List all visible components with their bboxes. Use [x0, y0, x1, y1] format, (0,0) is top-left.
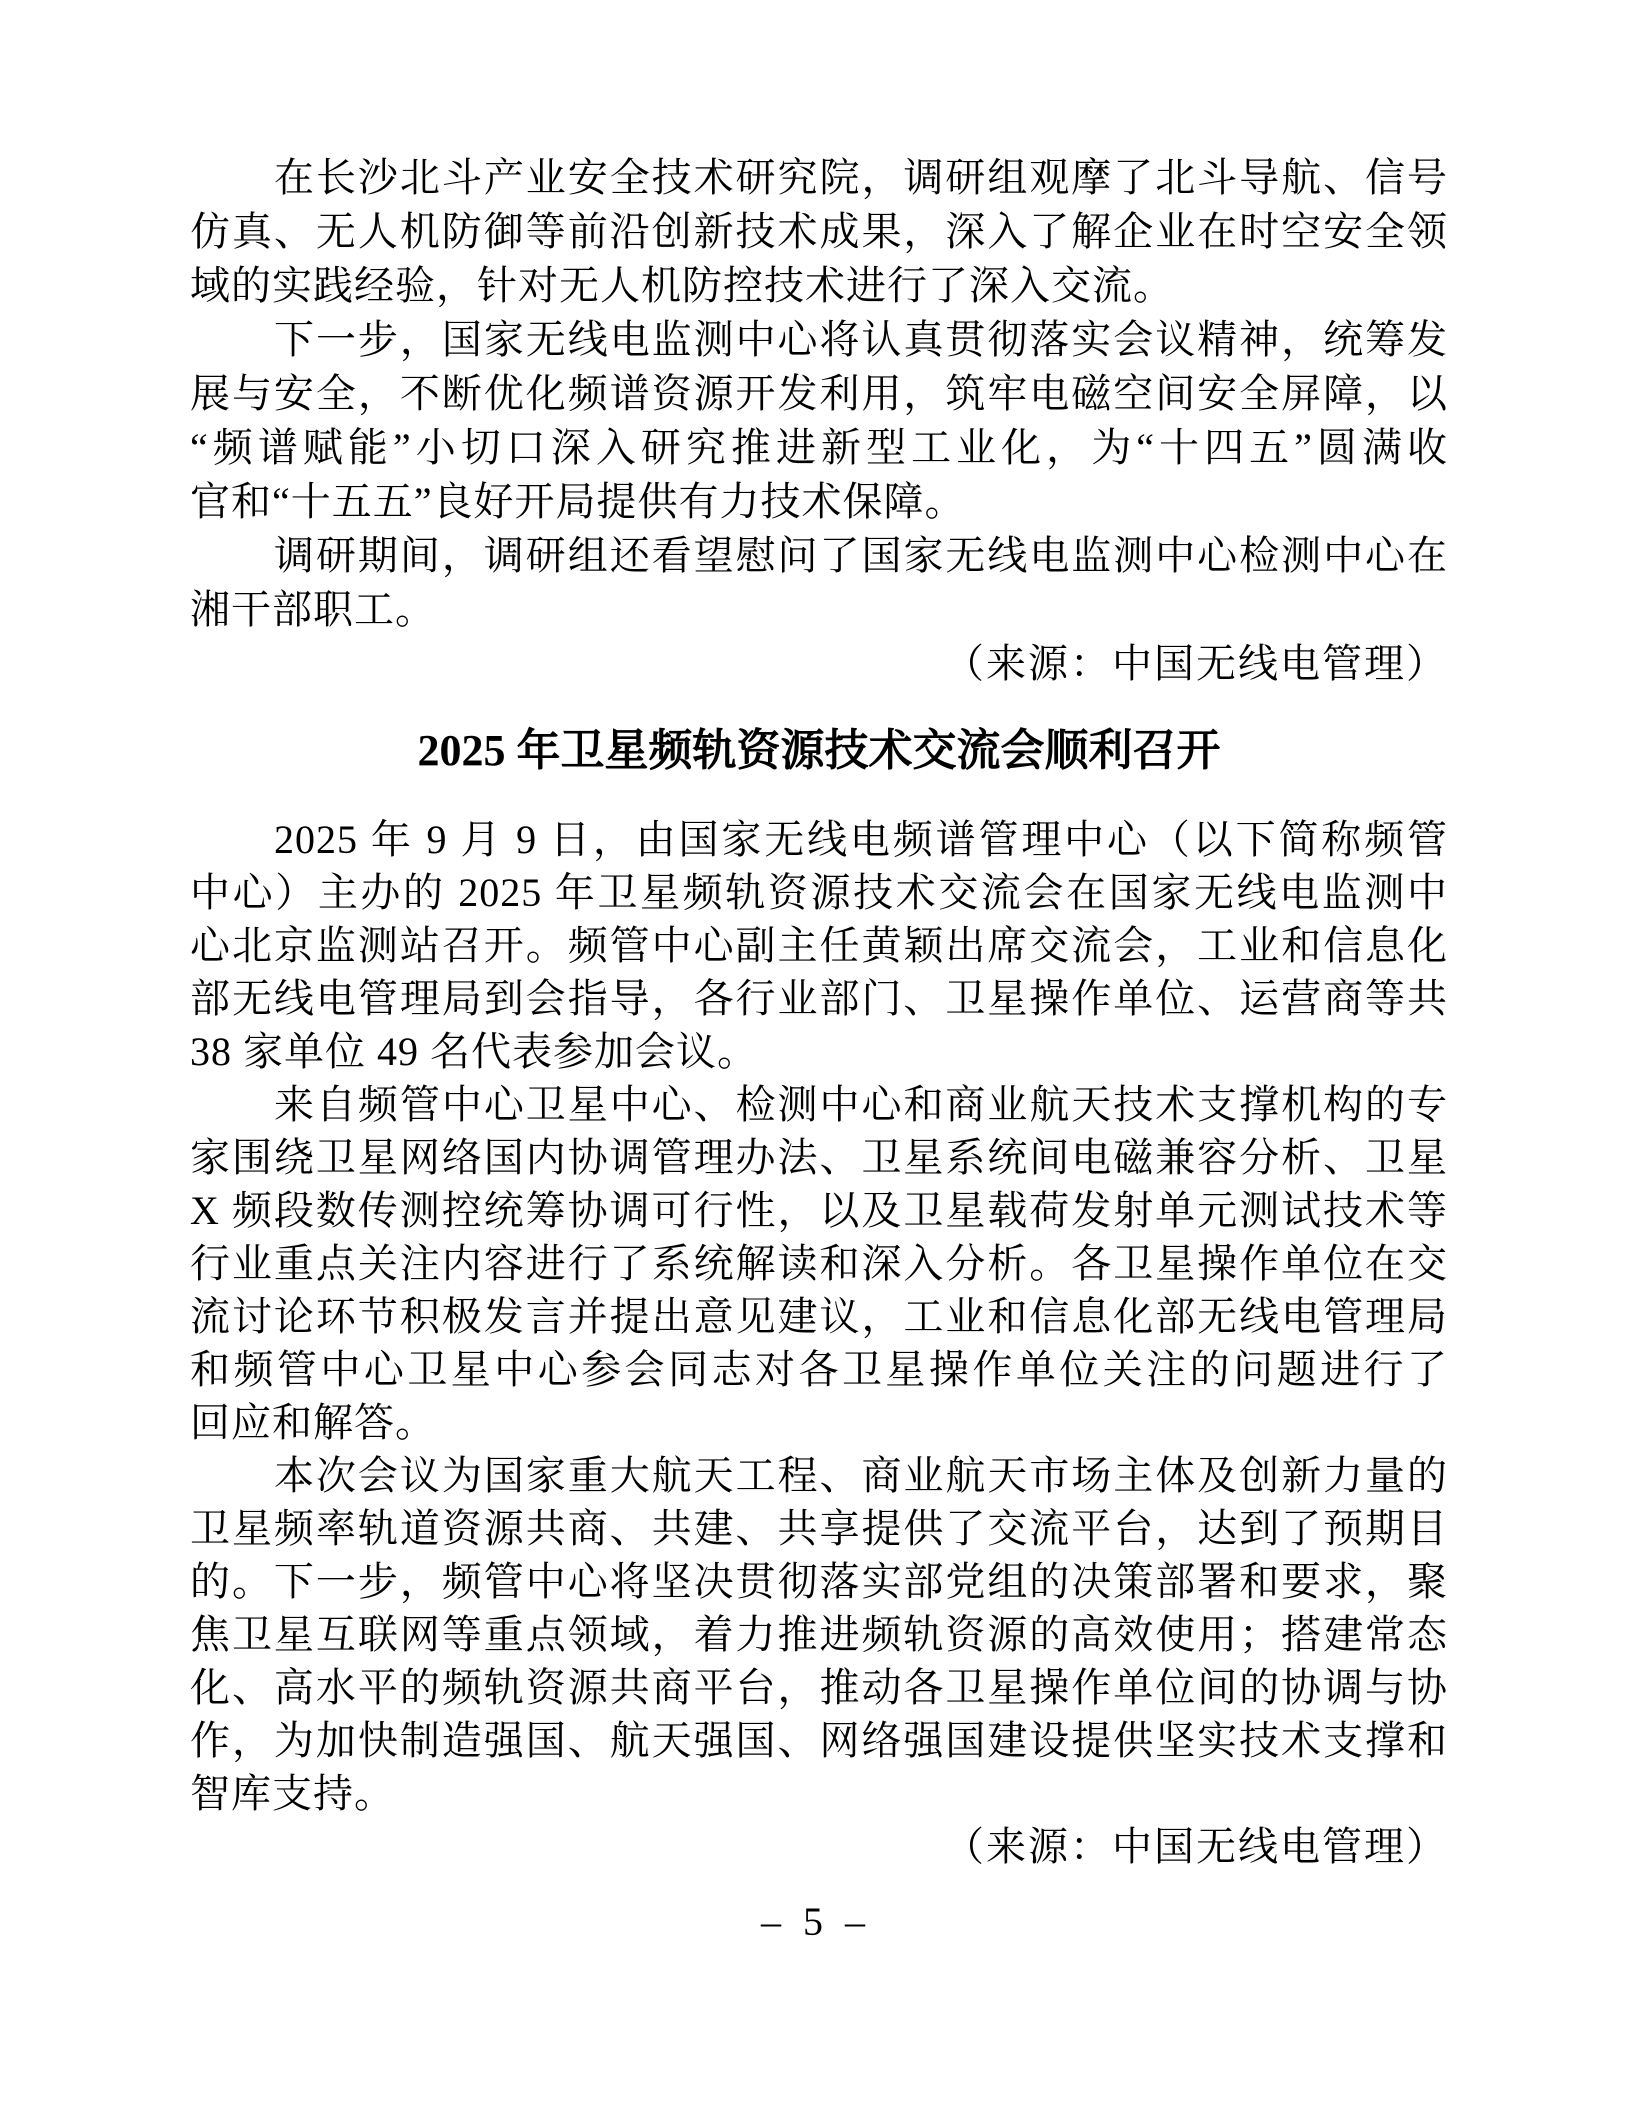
article-1-source: （来源：中国无线电管理）	[944, 641, 1448, 686]
text-line: 展与安全，不断优化频谱资源开发利用，筑牢电磁空间安全屏障，以	[190, 371, 1448, 416]
text-line: 流讨论环节积极发言并提出意见建议，工业和信息化部无线电管理局	[190, 1294, 1448, 1339]
text-line: 38 家单位 49 名代表参加会议。	[190, 1029, 758, 1074]
text-line: 和频管中心卫星中心参会同志对各卫星操作单位关注的问题进行了	[190, 1347, 1448, 1392]
text-line: 仿真、无人机防御等前沿创新技术成果，深入了解企业在时空安全领	[190, 209, 1448, 254]
text-line: 官和“十五五”良好开局提供有力技术保障。	[190, 479, 966, 524]
article-2-source: （来源：中国无线电管理）	[944, 1824, 1448, 1869]
page-number: – 5 –	[761, 1899, 871, 1944]
text-line: 的。下一步，频管中心将坚决贯彻落实部党组的决策部署和要求，聚	[190, 1559, 1448, 1604]
text-line: X 频段数传测控统筹协调可行性，以及卫星载荷发射单元测试技术等	[190, 1188, 1448, 1233]
article-1-body	[190, 151, 1448, 691]
text-line: “频谱赋能”小切口深入研究推进新型工业化，为“十四五”圆满收	[190, 425, 1448, 470]
text-line: 化、高水平的频轨资源共商平台，推动各卫星操作单位间的协调与协	[190, 1665, 1448, 1710]
text-line: 域的实践经验，针对无人机防控技术进行了深入交流。	[190, 263, 1174, 308]
text-line: 中心）主办的 2025 年卫星频轨资源技术交流会在国家无线电监测中	[190, 870, 1448, 915]
text-line: 智库支持。	[190, 1771, 395, 1816]
text-line: 行业重点关注内容进行了系统解读和深入分析。各卫星操作单位在交	[190, 1241, 1448, 1286]
text-line: 调研期间，调研组还看望慰问了国家无线电监测中心检测中心在	[274, 533, 1448, 578]
article-2-body	[190, 813, 1448, 1873]
article-2-title: 2025 年卫星频轨资源技术交流会顺利召开	[417, 726, 1221, 775]
text-line: 2025 年 9 月 9 日，由国家无线电频谱管理中心（以下简称频管	[274, 817, 1448, 862]
text-line: 作，为加快制造强国、航天强国、网络强国建设提供坚实技术支撑和	[190, 1718, 1448, 1763]
text-line: 来自频管中心卫星中心、检测中心和商业航天技术支撑机构的专	[274, 1082, 1448, 1127]
text-line: 卫星频率轨道资源共商、共建、共享提供了交流平台，达到了预期目	[190, 1506, 1448, 1551]
text-line: 心北京监测站召开。频管中心副主任黄颖出席交流会，工业和信息化	[190, 923, 1448, 968]
text-line: 湘干部职工。	[190, 587, 436, 632]
text-line: 在长沙北斗产业安全技术研究院，调研组观摩了北斗导航、信号	[274, 155, 1448, 200]
text-line: 家围绕卫星网络国内协调管理办法、卫星系统间电磁兼容分析、卫星	[190, 1135, 1448, 1180]
text-line: 下一步，国家无线电监测中心将认真贯彻落实会议精神，统筹发	[274, 317, 1448, 362]
text-line: 部无线电管理局到会指导，各行业部门、卫星操作单位、运营商等共	[190, 976, 1448, 1021]
text-line: 回应和解答。	[190, 1400, 436, 1445]
text-line: 焦卫星互联网等重点领域，着力推进频轨资源的高效使用；搭建常态	[190, 1612, 1448, 1657]
text-line: 本次会议为国家重大航天工程、商业航天市场主体及创新力量的	[274, 1453, 1448, 1498]
